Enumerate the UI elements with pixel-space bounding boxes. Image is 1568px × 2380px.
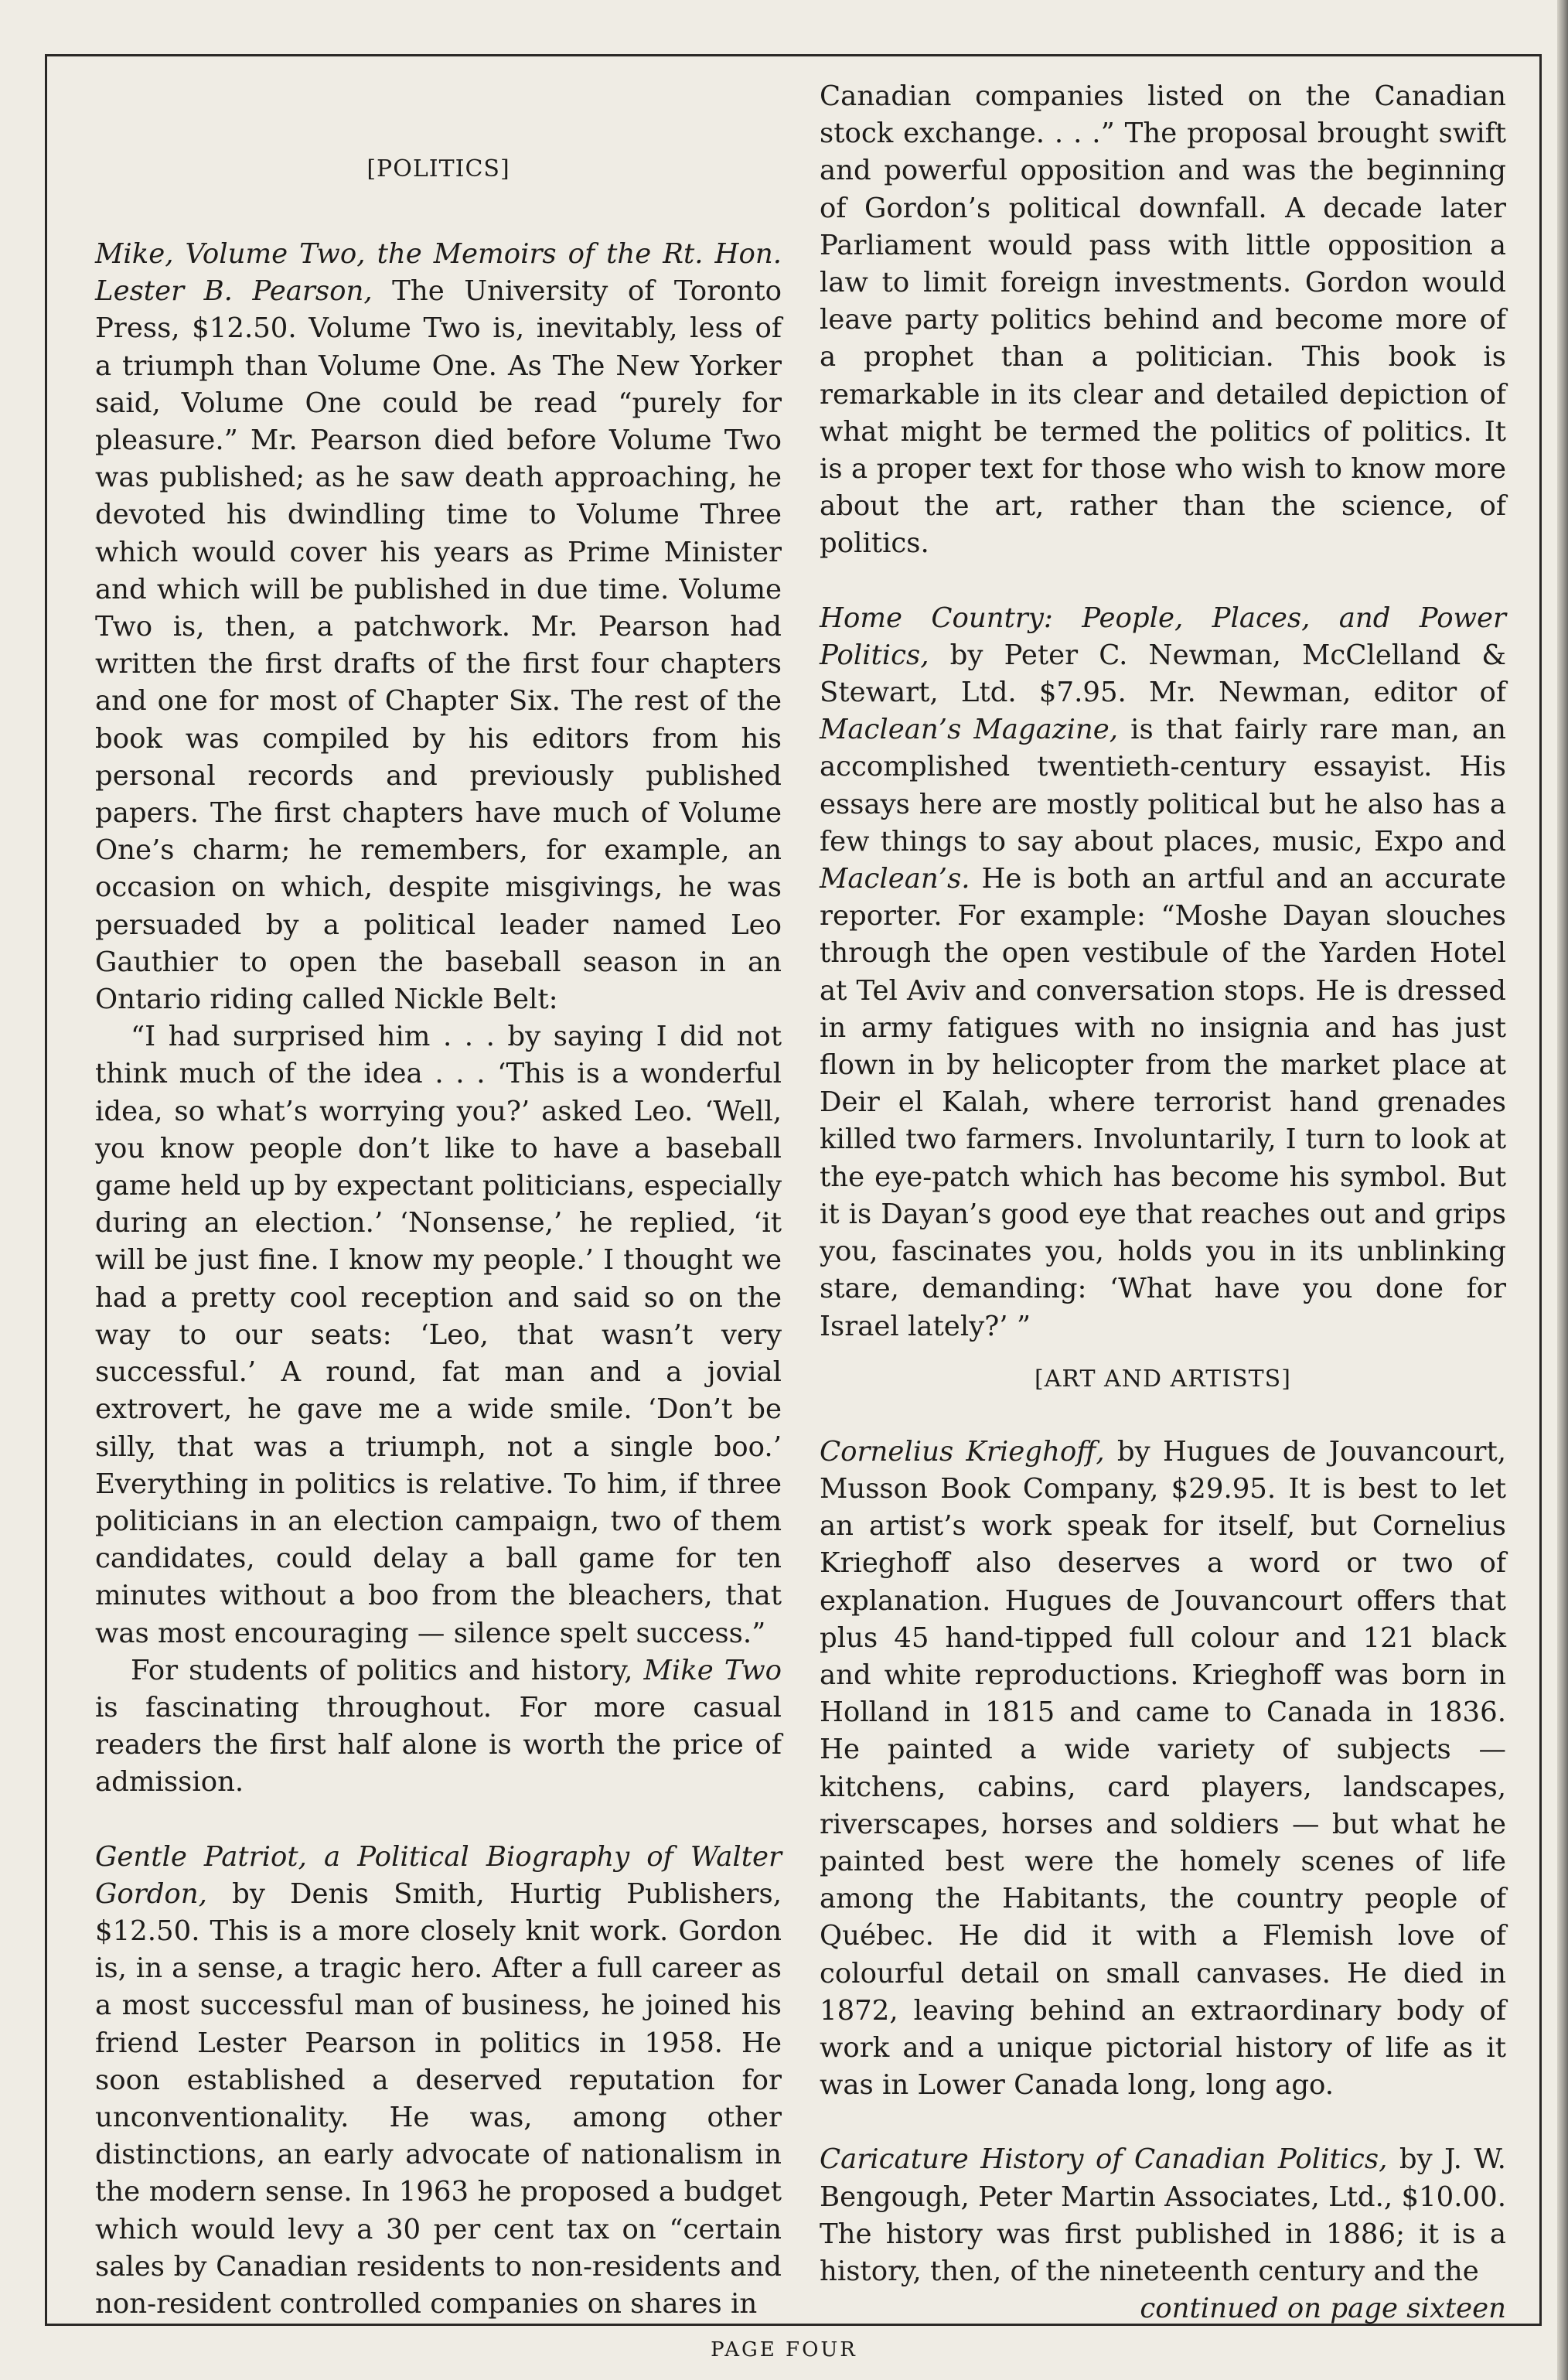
section-heading-art: [ART AND ARTISTS]: [1035, 1365, 1291, 1393]
review-caricature: [820, 2141, 1506, 2290]
page-border: [45, 54, 1542, 2326]
magazine-title-short: Maclean’s.: [820, 863, 970, 895]
book-title-gentle-patriot: Gentle Patriot, a Political Biography of Walter Gordon,: [95, 1840, 782, 1910]
pearson-quote: “I had surprised him . . . by saying I did not think much of the idea . . . ‘This is a wonderful idea, so what’s worrying you?’ asked Leo. ‘Well, you know people don’t like to have a baseball game held up by expectant politicians, especially during an election.’ ‘Nonsense,’ he replied, ‘it will be just fine. I know my people.’ I thought we had a pretty cool reception and said so on the way to our seats: ‘Leo, that wasn’t very successful.’ A round, fat man and a jovial extrovert, he gave me a wide smile. ‘Don’t be silly, that was a triumph, not a single boo.’ Everything in politics is relative. To him, if three politicians in an election campaign, two of them candidates, could delay a ball game for ten minutes without a boo from the bleachers, that was most encouraging — silence spelt success.”: [95, 1021, 782, 1649]
left-column: [95, 80, 782, 2323]
book-title-mike: Mike, Volume Two, the Memoirs of the Rt. Hon. Lester B. Pearson,: [95, 238, 782, 308]
review-mike-closing: For students of politics and history, Mike Two is fascinating throughout. For more casual readers the first half alone is worth the price of admission.: [95, 1654, 782, 1799]
review-caricature-body: by J. W. Bengough, Peter Martin Associates, Ltd., $10.00. The history was first published in 1886; it is a history, then, of the nineteenth century and the: [820, 2143, 1506, 2287]
review-home-country: Home Country: People, Places, and Power Politics, by Peter C. Newman, McClelland & Stewart, Ltd. $7.95. Mr. Newman, editor of Maclean’s Magazine, is that fairly rare man, an accomplished twentieth-century essayist. His essays here are mostly political but he also has a few things to say about places, music, Expo and Maclean’s. He is both an artful and an accurate reporter. For example: “Moshe Dayan slouches through the open vestibule of the Yarden Hotel at Tel Aviv and conversation stops. He is dressed in army fatigues with no insignia and has just flown in by helicopter from the market place at Deir el Kalah, where terrorist hand grenades killed two farmers. Involuntarily, I turn to look at the eye-patch which has become his symbol. But it is Dayan’s good eye that reaches out and grips you, fascinates you, holds you in its unblinking stare, demanding: ‘What have you done for Israel lately?’ ”: [820, 602, 1506, 1342]
book-title-caricature: Caricature History of Canadian Politics,: [820, 2143, 1388, 2176]
section-heading-politics: [POLITICS]: [366, 155, 510, 182]
review-mike-body: The University of Toronto Press, $12.50. Volume Two is, inevitably, less of a triumph than Volume One. As The New Yorker said, Volume One could be read “purely for pleasure.” Mr. Pearson died before Volume Two was published; as he saw death approaching, he devoted his dwindling time to Volume Three which would cover his years as Prime Minister and which will be published in due time. Volume Two is, then, a patchwork. Mr. Pearson had written the first drafts of the first four chapters and one for most of Chapter Six. The rest of the book was compiled by his editors from his personal records and previously published papers. The first chapters have much of Volume One’s charm; he remembers, for example, an occasion on which, despite misgivings, he was persuaded by a political leader named Leo Gauthier to open the baseball season in an Ontario riding called Nickle Belt:: [95, 275, 782, 1016]
book-title-krieghoff: Cornelius Krieghoff,: [820, 1435, 1105, 1468]
book-title-home-country: Home Country: People, Places, and Power Politics,: [820, 602, 1506, 671]
review-gentle-patriot: [95, 1839, 782, 2324]
magazine-title: Maclean’s Magazine,: [820, 714, 1119, 746]
continued-note: continued on page sixteen: [1140, 2293, 1506, 2325]
page-number: PAGE FOUR: [711, 2338, 857, 2361]
book-title-mike-two: Mike Two: [643, 1654, 782, 1686]
review-krieghoff-body: by Hugues de Jouvancourt, Musson Book Company, $29.95. It is best to let an artist’s work speak for itself, but Cornelius Krieghoff also deserves a word or two of explanation. Hugues de Jouvancourt offers that plus 45 hand-tipped full colour and 121 black and white reproductions. Krieghoff was born in Holland in 1815 and came to Canada in 1836. He painted a wide variety of subjects — kitchens, cabins, card players, landscapes, riverscapes, horses and soldiers — but what he painted best were the homely scenes of life among the Habitants, the country people of Québec. He did it with a Flemish love of colourful detail on small canvases. He died in 1872, leaving behind an extraordinary body of work and a unique pictorial history of life as it was in Lower Canada long, long ago.: [820, 1435, 1506, 2102]
right-column: [820, 78, 1506, 2327]
review-gentle-patriot-continued: Canadian companies listed on the Canadian stock exchange. . . .” The proposal brought swift and powerful opposition and was the beginning of Gordon’s political downfall. A decade later Parliament would pass with little opposition a law to limit foreign investments. Gordon would leave party politics behind and become more of a prophet than a politician. This book is remarkable in its clear and detailed depiction of what might be termed the politics of politics. It is a proper text for those who wish to know more about the art, rather than the science, of politics.: [820, 80, 1506, 560]
review-krieghoff: [820, 1434, 1506, 2105]
review-mike: [95, 236, 782, 1018]
review-gentle-patriot-body: by Denis Smith, Hurtig Publishers, $12.50. This is a more closely knit work. Gordon is, in a sense, a tragic hero. After a full career as a most successful man of business, he joined his friend Lester Pearson in politics in 1958. He soon established a deserved reputation for unconventionality. He was, among other distinctions, an early advocate of nationalism in the modern sense. In 1963 he proposed a budget which would levy a 30 per cent tax on “certain sales by Canadian residents to non-residents and non-resident controlled companies on shares in: [95, 1877, 782, 2320]
page-edge-shadow: [1557, 0, 1568, 2380]
